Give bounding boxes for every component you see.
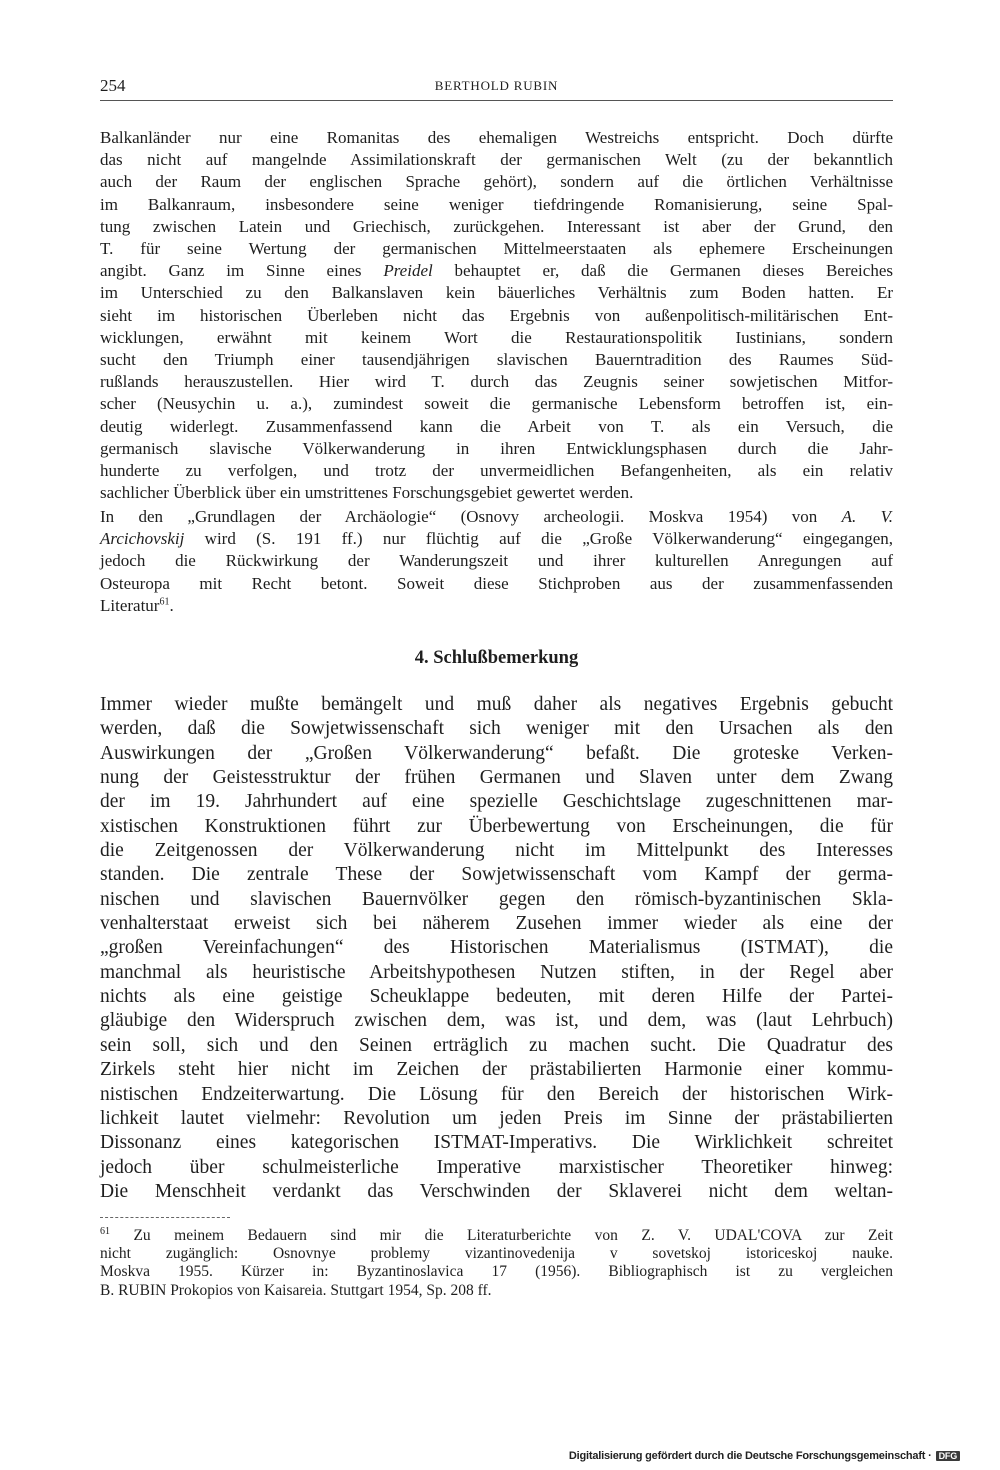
text-line: Immer wieder mußte bemängelt und muß daher als negatives Ergebnis gebucht <box>100 694 893 715</box>
footnote-number: 61 <box>100 1225 110 1237</box>
text-line: nistischen Endzeiterwartung. Die Lösung für den Bereich der historischen Wirk- <box>100 1083 893 1105</box>
text-line <box>100 506 893 528</box>
text-line: scher (Neusychin u. a.), zumindest soweit die germanische Lebensform betroffen ist, ein- <box>100 394 893 414</box>
text-line: T. für seine Wertung der germanischen Mittelmeerstaaten als ephemere Erscheinungen <box>100 239 893 259</box>
digitization-credit <box>569 1450 960 1462</box>
text-line: die Zeitgenossen der Völkerwanderung nicht im Mittelpunkt des Interesses <box>100 840 893 862</box>
dfg-logo-icon: DFG <box>936 1451 960 1461</box>
text-line: germanisch slavische Völkerwanderung in ihren Entwicklungsphasen durch die Jahr- <box>100 438 893 458</box>
text-line: gläubige den Widerspruch zwischen dem, was ist, und dem, was (laut Lehrbuch) <box>100 1010 893 1032</box>
text-line: nicht zugänglich: Osnovnye problemy vizantinovedenija v sovetskoj istoriceskoj nauke. <box>100 1245 893 1263</box>
italic-name: Arcichovskij <box>100 529 185 549</box>
text-line: der im 19. Jahrhundert auf eine spezielle Geschichtslage zugeschnittenen mar- <box>100 791 893 813</box>
intro-paragraph <box>100 127 893 504</box>
footnote-61 <box>100 1227 893 1300</box>
text-line <box>100 595 893 617</box>
text-line: auch der Raum der englischen Sprache gehört), sondern auf die örtlichen Verhältnisse <box>100 172 893 192</box>
italic-name: A. V. <box>841 507 894 526</box>
text-line: Moskva 1955. Kürzer in: Byzantinoslavica 17 (1956). Bibliographisch ist zu vergleichen <box>100 1263 893 1281</box>
text-line: Dissonanz eines kategorischen ISTMAT-Imperativs. Die Wirklichkeit schreitet <box>100 1132 893 1154</box>
footnote-rule <box>100 1217 230 1218</box>
text-run: In den „Grundlagen der Archäologie“ (Osnovy archeologii. Moskva 1954) von <box>100 507 842 526</box>
text-line: im Balkanraum, insbesondere seine weniger tiefdringende Romanisierung, seine Spal- <box>100 194 893 214</box>
text-line: nischen und slavischen Bauernvölker gegen den römisch-byzantinischen Skla- <box>100 888 893 910</box>
text-line: jedoch über schulmeisterliche Imperative marxistischer Theoretiker hinweg: <box>100 1156 893 1178</box>
text-run: angibt. Ganz im Sinne eines <box>100 261 384 281</box>
text-run: wird (S. 191 ff.) nur flüchtig auf die „Große Völkerwanderung“ eingegangen, <box>184 529 893 549</box>
text-line: hunderte zu verfolgen, und trotz der unvermeidlichen Befangenheiten, als ein relativ <box>100 461 893 481</box>
text-line: Die Menschheit verdankt das Verschwinden der Sklaverei nicht dem weltan- <box>100 1180 893 1202</box>
text-line: sachlicher Überblick über ein umstrittenes Forschungsgebiet gewertet werden. <box>100 483 634 503</box>
text-line-with-italic <box>100 260 893 282</box>
text-run: behauptet er, daß die Germanen dieses Bereiches <box>432 261 893 281</box>
running-head: BERTHOLD RUBIN <box>434 78 559 93</box>
text-line: das nicht auf mangelnde Assimilationskraft der germanischen Welt (zu der bekanntlich <box>100 150 893 170</box>
text-line: xistischen Konstruktionen führt zur Überbewertung von Erscheinungen, die für <box>100 815 893 837</box>
italic-name: Preidel <box>383 261 433 281</box>
footnote-reference[interactable]: 61 <box>159 596 170 608</box>
text-line: venhalterstaat erweist sich bei näherem Zusehen immer wieder als eine der <box>100 913 893 935</box>
text-line: B. RUBIN Prokopios von Kaisareia. Stuttgart 1954, Sp. 208 ff. <box>100 1281 492 1299</box>
text-line: Osteuropa mit Recht betont. Soweit diese Stichproben aus der zusammenfassenden <box>100 573 893 593</box>
text-line: tung zwischen Latein und Griechisch, zurückgehen. Interessant ist aber der Grund, den <box>100 216 893 236</box>
conclusion-paragraph <box>100 693 893 1204</box>
text-line: wicklungen, erwähnt mit keinem Wort die Restaurationspolitik Iustinians, sondern <box>100 327 893 347</box>
text-run: . <box>169 595 174 615</box>
page-number: 254 <box>100 76 126 95</box>
text-line: jedoch die Rückwirkung der Wanderungszeit und ihrer kulturellen Anregungen auf <box>100 551 893 571</box>
text-line: nung der Geistesstruktur der frühen Germanen und Slaven unter dem Zwang <box>100 767 893 789</box>
page-header <box>100 76 893 96</box>
text-line: Balkanländer nur eine Romanitas des ehemaligen Westreichs entspricht. Doch dürfte <box>100 128 893 147</box>
text-line: rußlands herauszustellen. Hier wird T. durch das Zeugnis seiner sowjetischen Mitfor- <box>100 372 893 392</box>
text-line: im Unterschied zu den Balkanslaven kein bäuerliches Verhältnis zum Boden hatten. Er <box>100 283 893 303</box>
section-heading: 4. Schlußbemerkung <box>414 648 579 668</box>
text-run: Literatur <box>100 595 160 615</box>
text-line: sein soll, sich und den Seinen erträglich zu machen sucht. Die Quadratur des <box>100 1034 893 1056</box>
text-line: lichkeit lautet vielmehr: Revolution um jeden Preis im Sinne der prästabilierten <box>100 1107 893 1129</box>
text-line: werden, daß die Sowjetwissenschaft sich weniger mit den Ursachen als den <box>100 718 893 740</box>
text-line: nichts als eine geistige Scheuklappe bedeuten, mit deren Hilfe der Partei- <box>100 986 893 1008</box>
text-line: sieht im historischen Überleben nicht das Ergebnis von außenpolitisch-militärischen Ent- <box>100 305 893 325</box>
text-line <box>100 1227 893 1245</box>
text-line: deutig widerlegt. Zusammenfassend kann die Arbeit von T. als ein Versuch, die <box>100 416 893 436</box>
credit-text: Digitalisierung gefördert durch die Deutsche Forschungsgemeinschaft · <box>568 1450 932 1462</box>
text-line: Auswirkungen der „Großen Völkerwanderung“ befaßt. Die groteske Verken- <box>100 742 893 764</box>
archaeology-paragraph <box>100 506 893 617</box>
text-line <box>100 528 893 550</box>
text-run: Zu meinem Bedauern sind mir die Literaturberichte von Z. V. UDAL'COVA zur Zeit <box>110 1227 893 1244</box>
text-line: sucht den Triumph einer tausendjährigen slavischen Bauerntradition des Raumes Süd- <box>100 350 893 370</box>
text-line: standen. Die zentrale These der Sowjetwissenschaft vom Kampf der germa- <box>100 864 893 886</box>
text-line: manchmal als heuristische Arbeitshypothesen Nutzen stiften, in der Regel aber <box>100 961 893 983</box>
text-line: Zirkels steht hier nicht im Zeichen der prästabilierten Harmonie einer kommu- <box>100 1059 893 1081</box>
text-line: „großen Vereinfachungen“ des Historischen Materialismus (ISTMAT), die <box>100 937 893 959</box>
header-rule <box>100 100 893 101</box>
